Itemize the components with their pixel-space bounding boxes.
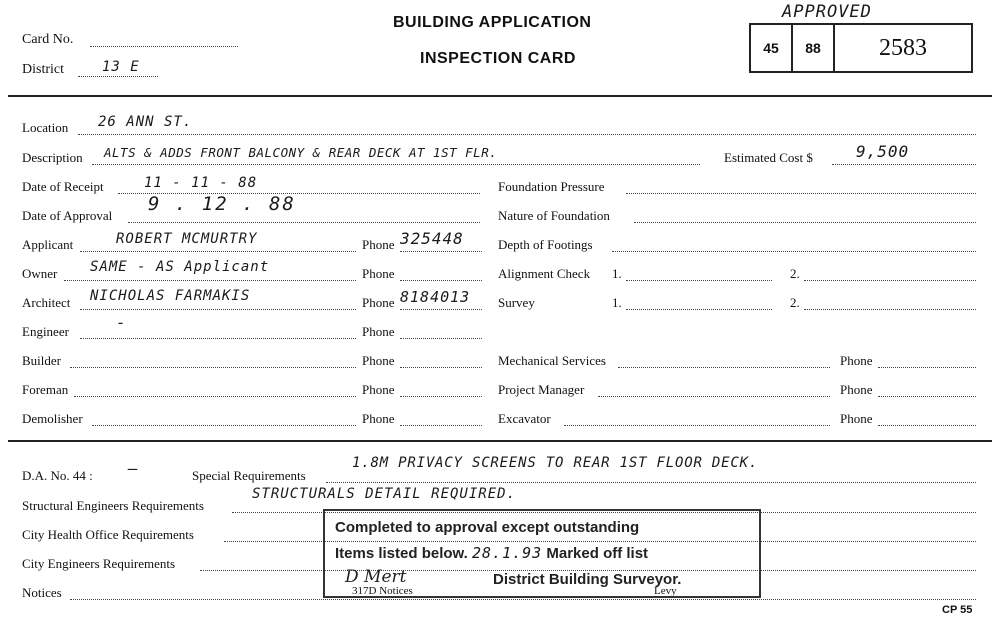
- architect-phone-dots: [400, 309, 482, 310]
- survey-dots-2: [804, 309, 976, 310]
- district-label: District: [22, 62, 64, 77]
- mechanical-services-label: Mechanical Services: [498, 353, 606, 368]
- surveyor-signature: D Mert: [345, 567, 407, 587]
- district-dots: [78, 76, 158, 77]
- engineer-phone-label: Phone: [362, 324, 395, 339]
- district-value: 13 E: [102, 59, 140, 75]
- engineer-phone-dots: [400, 338, 482, 339]
- survey-label: Survey: [498, 295, 535, 310]
- number-box-district: 45: [751, 25, 793, 71]
- date-approval-value: 9 . 12 . 88: [148, 193, 296, 215]
- structural-req-label: Structural Engineers Requirements: [22, 498, 204, 513]
- nature-foundation-label: Nature of Foundation: [498, 208, 610, 223]
- mechanical-phone-label: Phone: [840, 353, 873, 368]
- stamp-line2: [335, 544, 648, 562]
- foreman-label: Foreman: [22, 382, 69, 397]
- builder-label: Builder: [22, 353, 61, 368]
- owner-phone-label: Phone: [362, 266, 395, 281]
- form-code: CP 55: [942, 604, 973, 616]
- project-manager-label: Project Manager: [498, 382, 585, 397]
- excavator-phone-label: Phone: [840, 411, 873, 426]
- stamp-line2-post: Marked off list: [546, 545, 649, 562]
- da-no-value: —: [128, 459, 139, 478]
- da-no-label: D.A. No. 44 :: [22, 468, 93, 483]
- estimated-cost-value: 9,500: [856, 142, 910, 161]
- architect-label: Architect: [22, 295, 71, 310]
- excavator-phone-dots: [878, 425, 976, 426]
- application-number-box: [749, 23, 973, 73]
- applicant-value: ROBERT MCMURTRY: [116, 231, 258, 247]
- completion-stamp: [323, 509, 761, 598]
- location-value: 26 ANN ST.: [98, 114, 193, 130]
- project-manager-phone-label: Phone: [840, 382, 873, 397]
- architect-phone-value: 8184013: [400, 288, 471, 306]
- engineer-dots: [80, 338, 356, 339]
- demolisher-dots: [92, 425, 356, 426]
- foundation-pressure-label: Foundation Pressure: [498, 179, 605, 194]
- alignment-check-opt1: 1.: [612, 266, 622, 281]
- form-title-line2: INSPECTION CARD: [420, 50, 576, 67]
- builder-dots: [70, 367, 356, 368]
- health-req-label: City Health Office Requirements: [22, 527, 194, 542]
- mechanical-phone-dots: [878, 367, 976, 368]
- description-value: ALTS & ADDS FRONT BALCONY & REAR DECK AT 1ST FLR.: [104, 145, 498, 160]
- number-box-serial: 2583: [879, 34, 927, 61]
- excavator-label: Excavator: [498, 411, 551, 426]
- alignment-check-opt2: 2.: [790, 266, 800, 281]
- excavator-dots: [564, 425, 830, 426]
- stamp-line1: Completed to approval except outstanding: [335, 519, 640, 536]
- stamp-date: 28.1.93: [471, 544, 543, 562]
- survey-opt2: 2.: [790, 295, 800, 310]
- project-manager-phone-dots: [878, 396, 976, 397]
- levy-label: Levy: [654, 585, 677, 597]
- location-dots: [78, 134, 976, 135]
- stamp-line3: District Building Surveyor.: [493, 571, 682, 588]
- survey-dots-1: [626, 309, 772, 310]
- city-eng-req-label: City Engineers Requirements: [22, 556, 176, 571]
- form-title-line1: BUILDING APPLICATION: [393, 14, 592, 31]
- foreman-phone-dots: [400, 396, 482, 397]
- location-label: Location: [22, 120, 69, 135]
- nature-foundation-dots: [634, 222, 976, 223]
- applicant-phone-value: 325448: [400, 229, 464, 248]
- section-divider: [8, 440, 992, 442]
- date-approval-dots: [128, 222, 480, 223]
- description-label: Description: [22, 150, 83, 165]
- structural-req-value: STRUCTURALS DETAIL REQUIRED.: [252, 486, 517, 502]
- demolisher-phone-label: Phone: [362, 411, 395, 426]
- header-divider: [8, 95, 992, 97]
- description-dots: [92, 164, 700, 165]
- architect-value: NICHOLAS FARMAKIS: [90, 288, 251, 304]
- builder-phone-label: Phone: [362, 353, 395, 368]
- special-req-dots: [326, 482, 976, 483]
- alignment-check-dots-1: [626, 280, 772, 281]
- demolisher-phone-dots: [400, 425, 482, 426]
- card-no-dots: [90, 46, 238, 47]
- architect-dots: [80, 309, 356, 310]
- applicant-dots: [80, 251, 356, 252]
- notices-dots: [70, 599, 976, 600]
- builder-phone-dots: [400, 367, 482, 368]
- special-req-value: 1.8M PRIVACY SCREENS TO REAR 1ST FLOOR DECK.: [352, 455, 759, 471]
- number-box-year: 88: [793, 25, 835, 71]
- mechanical-services-dots: [618, 367, 830, 368]
- applicant-phone-dots: [400, 251, 482, 252]
- notices-317d-label: 317D Notices: [352, 585, 413, 597]
- engineer-value: -: [116, 313, 127, 332]
- stamp-line2-pre: Items listed below.: [335, 545, 468, 562]
- demolisher-label: Demolisher: [22, 411, 83, 426]
- depth-footings-dots: [612, 251, 976, 252]
- special-req-label: Special Requirements: [192, 468, 306, 483]
- owner-phone-dots: [400, 280, 482, 281]
- applicant-label: Applicant: [22, 237, 74, 252]
- owner-dots: [64, 280, 356, 281]
- alignment-check-label: Alignment Check: [498, 266, 591, 281]
- date-receipt-label: Date of Receipt: [22, 179, 104, 194]
- engineer-label: Engineer: [22, 324, 69, 339]
- notices-label: Notices: [22, 585, 62, 600]
- foundation-pressure-dots: [626, 193, 976, 194]
- project-manager-dots: [598, 396, 830, 397]
- date-receipt-value: 11 - 11 - 88: [144, 175, 258, 191]
- owner-value: SAME - AS Applicant: [90, 259, 270, 275]
- alignment-check-dots-2: [804, 280, 976, 281]
- estimated-cost-dots: [832, 164, 976, 165]
- owner-label: Owner: [22, 266, 58, 281]
- foreman-phone-label: Phone: [362, 382, 395, 397]
- survey-opt1: 1.: [612, 295, 622, 310]
- depth-footings-label: Depth of Footings: [498, 237, 593, 252]
- architect-phone-label: Phone: [362, 295, 395, 310]
- approved-note: APPROVED: [782, 2, 872, 22]
- estimated-cost-label: Estimated Cost $: [724, 150, 813, 165]
- card-no-label: Card No.: [22, 32, 74, 47]
- applicant-phone-label: Phone: [362, 237, 395, 252]
- date-approval-label: Date of Approval: [22, 208, 113, 223]
- foreman-dots: [74, 396, 356, 397]
